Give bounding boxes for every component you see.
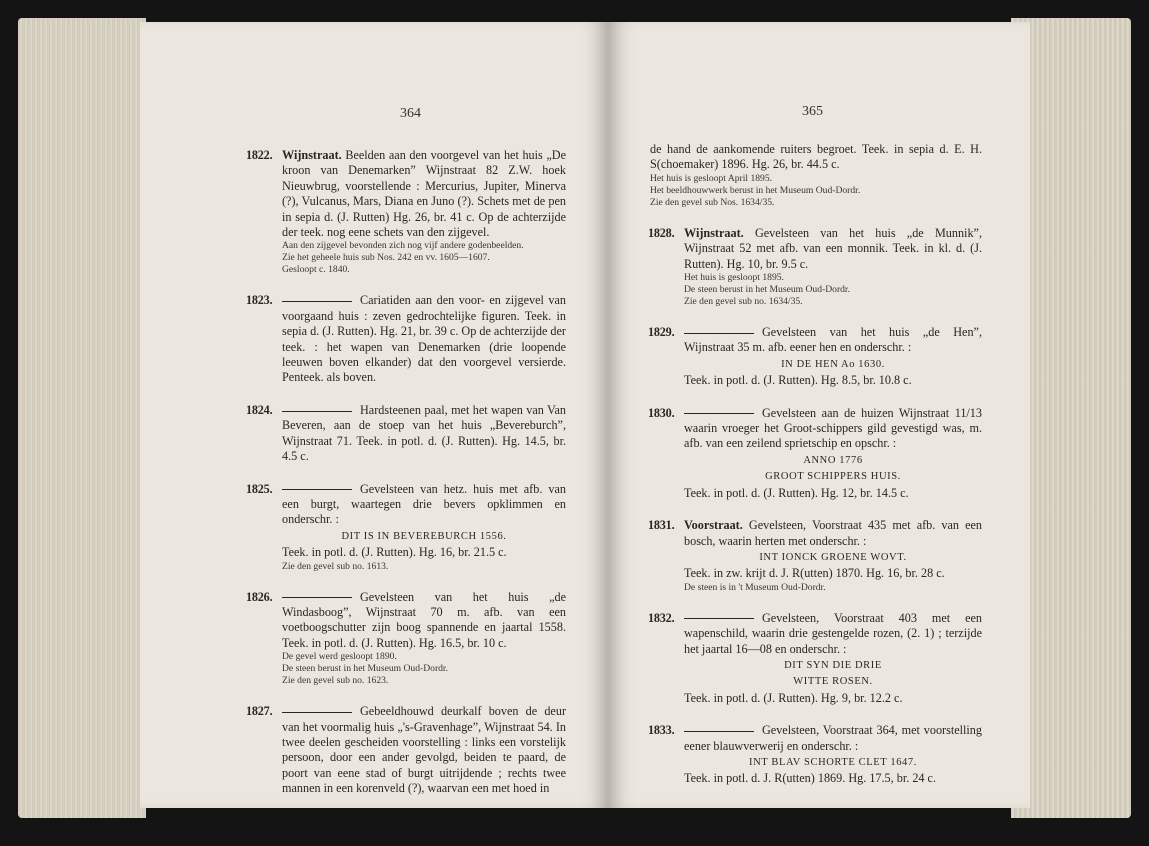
- entry-number: 1825.: [246, 481, 273, 496]
- note-line: Zie den gevel sub no. 1613.: [282, 560, 389, 572]
- catalogue-entry: [650, 406, 982, 501]
- entry-number: 1826.: [246, 589, 273, 604]
- inscription-line: WITTE ROSEN.: [793, 676, 873, 688]
- entry-number: 1830.: [648, 405, 675, 420]
- ditto-dash: [684, 731, 754, 732]
- left-page-edges: [18, 18, 146, 818]
- entry-text: Gevelsteen, Voorstraat 403 met een wapenschild, waarin drie gestengelde rozen, (2. 1) ; terzijde het jaartal 16—08 en onderschr. :: [684, 610, 982, 656]
- entry-body: [684, 611, 982, 657]
- inscription-line: DIT SYN DIE DRIE: [784, 659, 882, 671]
- note-line: Gesloopt c. 1840.: [282, 264, 350, 276]
- entry-number: 1823.: [246, 293, 273, 308]
- entry-number: 1831.: [648, 518, 675, 533]
- catalogue-entry: [650, 518, 982, 594]
- ditto-dash: [684, 618, 754, 619]
- note-line: De steen berust in het Museum Oud-Dordr.: [282, 663, 448, 675]
- note-line: Aan den zijgevel bevonden zich nog vijf andere godenbeelden.: [282, 240, 524, 252]
- entry-text: Gevelsteen van het huis „de Munnik”, Wijnstraat 52 met afb. van een monnik. Teek. in kl. d. (J. Rutten). Hg. 10, br. 9.5 c.: [684, 225, 982, 271]
- note-line: Het beeldhouwwerk berust in het Museum Oud-Dordr.: [650, 184, 861, 196]
- catalogue-entry: [248, 482, 566, 573]
- entry-measurements: Teek. in potl. d. (J. Rutten). Hg. 16, br. 21.5 c.: [282, 545, 507, 560]
- entry-body: [282, 403, 566, 465]
- entry-body: [684, 518, 982, 549]
- catalogue-entry: [248, 590, 566, 688]
- street-name: Wijnstraat.: [282, 148, 342, 162]
- left-column: [248, 148, 566, 814]
- entry-body: [282, 482, 566, 528]
- entry-text: Gevelsteen, Voorstraat 364, met voorstelling eener blauwverwerij en onderschr. :: [684, 723, 982, 753]
- inscription-line: GROOT SCHIPPERS HUIS.: [765, 471, 901, 483]
- entry-number: 1828.: [648, 225, 675, 240]
- entry-text: Gebeeldhouwd deurkalf boven de deur van het voormalig huis „'s-Gravenhage”, Wijnstraat 54. In twee deelen gescheiden voorstelling : links een vorstelijk persoon, door een ander gevolgd, beiden te paard, de poort van eene stad of burgt uitrijdende ; rechts twee mannen in een korenveld (?), waarvan een met hoed in: [282, 704, 566, 796]
- note-line: De steen berust in het Museum Oud-Dordr.: [684, 284, 850, 296]
- entry-measurements: Teek. in potl. d. (J. Rutten). Hg. 12, br. 14.5 c.: [684, 485, 909, 500]
- note-line: Zie het geheele huis sub Nos. 242 en vv. 1605—1607.: [282, 252, 490, 264]
- entry-text: Hardsteenen paal, met het wapen van Van Beveren, aan de stoep van het huis „Bevereburch”, Wijnstraat 71. Teek. in potl. d. (J. Rutten). Hg. 14.5, br. 4.5 c.: [282, 402, 566, 464]
- entry-number: 1833.: [648, 723, 675, 738]
- entry-text: Gevelsteen van het huis „de Hen”, Wijnstraat 35 m. afb. eener hen en onderschr. :: [684, 325, 982, 355]
- entry-body: [282, 704, 566, 796]
- entry-text: Beelden aan den voorgevel van het huis „De kroon van Denemarken” Wijnstraat 82 Z.W. hoek Nieuwbrug, voorstellende : Mercurius, Jupiter, Minerva (?), Vulcanus, Mars, Diana en Juno (?). Schets met de pen in sepia d. (J. Rutten) Hg. 26, br. 41 c. Op de achterzijde der teek. nog eene schets van den zijgevel.: [282, 148, 567, 240]
- ditto-dash: [684, 413, 754, 414]
- entry-measurements: Teek. in zw. krijt d. J. R(utten) 1870. Hg. 16, br. 28 c.: [684, 566, 945, 581]
- inscription-line: INT IONCK GROENE WOVT.: [759, 551, 907, 563]
- note-line: Het huis is gesloopt April 1895.: [650, 172, 773, 184]
- entry-text: Gevelsteen van hetz. huis met afb. van een burgt, waartegen drie bevers opklimmen en onderschr. :: [282, 481, 566, 527]
- entry-body: [684, 226, 982, 272]
- catalogue-entry: [650, 226, 982, 308]
- continued-entry: [650, 142, 982, 209]
- inscription-line: DIT IS IN BEVEREBURCH 1556.: [341, 530, 507, 542]
- entry-text: Gevelsteen, Voorstraat 435 met afb. van een bosch, waarin herten met onderschr. :: [684, 518, 983, 548]
- ditto-dash: [282, 712, 352, 713]
- ditto-dash: [282, 301, 352, 302]
- entry-measurements: Teek. in potl. d. (J. Rutten). Hg. 9, br. 12.2 c.: [684, 690, 903, 705]
- street-name: Wijnstraat.: [684, 225, 744, 240]
- note-line: Zie den gevel sub Nos. 1634/35.: [650, 196, 775, 208]
- continued-text: de hand de aankomende ruiters begroet. Teek. in sepia d. E. H. S(choemaker) 1896. Hg. 26, br. 44.5 c.: [650, 142, 982, 172]
- entry-text: Gevelsteen van het huis „de Windasboog”, Wijnstraat 70 m. afb. van een voetboogschutter zijn boog spannende en jaartal 1558. Teek. in potl. d. (J. Rutten). Hg. 16.5, br. 10 c.: [282, 589, 566, 650]
- ditto-dash: [684, 333, 754, 334]
- entry-number: 1824.: [246, 402, 273, 417]
- entry-number: 1832.: [648, 610, 675, 625]
- street-name: Voorstraat.: [684, 518, 743, 533]
- entry-body: [684, 406, 982, 452]
- catalogue-entry: [650, 325, 982, 389]
- catalogue-entry: [650, 723, 982, 787]
- catalogue-entry: [248, 704, 566, 796]
- right-column: [650, 142, 982, 804]
- ditto-dash: [282, 411, 352, 412]
- right-page-number: 365: [802, 104, 823, 119]
- entry-body: [684, 325, 982, 356]
- entry-measurements: Teek. in potl. d. J. R(utten) 1869. Hg. 17.5, br. 24 c.: [684, 771, 937, 786]
- entry-body: [282, 148, 566, 240]
- entry-number: 1822.: [246, 148, 273, 162]
- catalogue-entry: [650, 611, 982, 706]
- catalogue-entry: [248, 403, 566, 465]
- note-line: Het huis is gesloopt 1895.: [684, 272, 784, 284]
- entry-number: 1829.: [648, 325, 675, 340]
- ditto-dash: [282, 597, 352, 598]
- left-page-number: 364: [400, 106, 421, 121]
- catalogue-entry: [248, 293, 566, 385]
- inscription-line: INT BLAV SCHORTE CLET 1647.: [749, 756, 917, 768]
- note-line: De gevel werd gesloopt 1890.: [282, 651, 397, 663]
- note-line: Zie den gevel sub no. 1634/35.: [684, 296, 803, 308]
- ditto-dash: [282, 489, 352, 490]
- entry-measurements: Teek. in potl. d. (J. Rutten). Hg. 8.5, br. 10.8 c.: [684, 373, 912, 388]
- entry-text: Gevelsteen aan de huizen Wijnstraat 11/13 waarin vroeger het Groot-schippers gild gevestigd was, m. afb. van een zeilend sprietschip en opschr. :: [684, 405, 982, 451]
- entry-body: [282, 590, 566, 652]
- entry-text: Cariatiden aan den voor- en zijgevel van voorgaand huis : zeven gedrochtelijke figuren. Teek. in sepia d. (J. Rutten). Hg. 21, br. 39 c. Op de achterzijde der teek. : het wapen van Denemarken (drie loopende leeuwen boven elkander) dat den voorgevel versierde. Penteek. als boven.: [282, 293, 566, 385]
- inscription-line: IN DE HEN Ao 1630.: [781, 358, 885, 370]
- note-line: Zie den gevel sub no. 1623.: [282, 675, 389, 687]
- inscription-line: ANNO 1776: [803, 454, 863, 466]
- note-line: De steen is in 't Museum Oud-Dordr.: [684, 581, 826, 593]
- entry-body: [282, 293, 566, 385]
- entry-number: 1827.: [246, 704, 273, 719]
- entry-body: [684, 723, 982, 754]
- catalogue-entry: [248, 148, 566, 276]
